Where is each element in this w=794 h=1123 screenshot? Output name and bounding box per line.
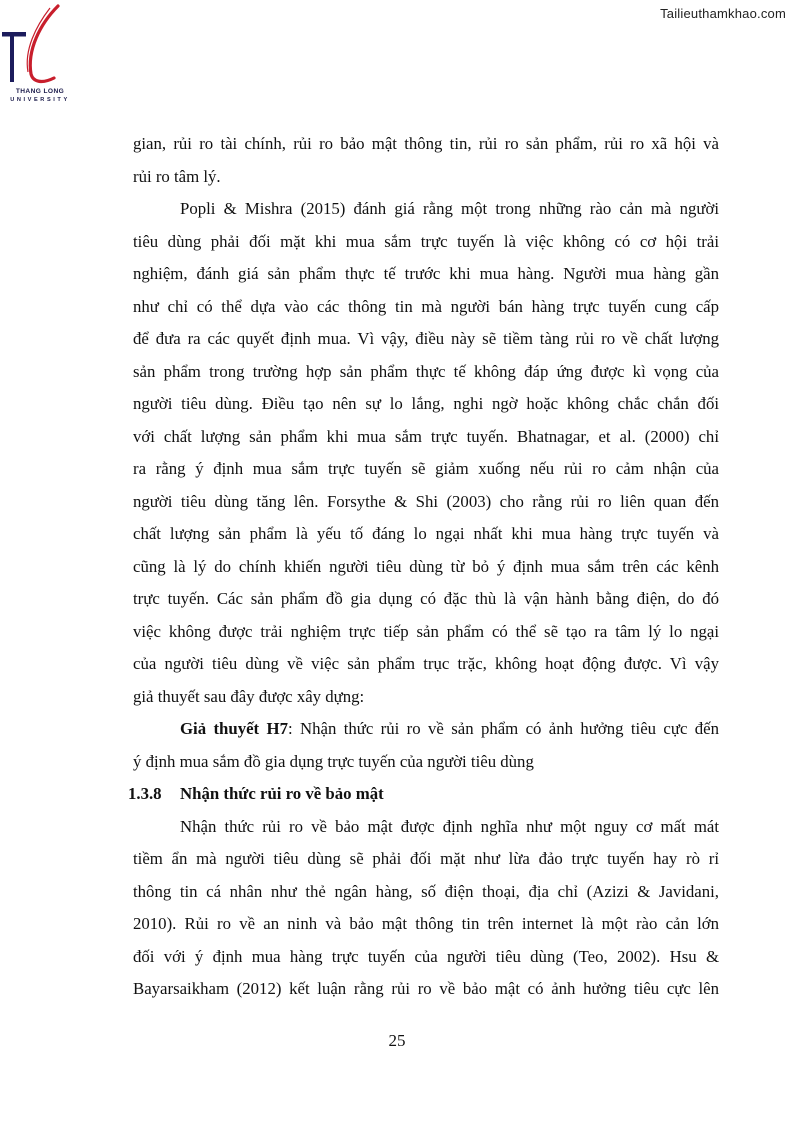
logo-text-line1: THANG LONG — [15, 88, 65, 95]
body-line: tiêu dùng phải đối mặt khi mua sắm trực tuyến là việc không có cơ hội trải — [133, 231, 719, 251]
body-line: Popli & Mishra (2015) đánh giá rằng một trong những rào cản mà người — [180, 199, 719, 218]
section-line: thông tin cá nhân như thẻ ngân hàng, số điện thoại, địa chỉ (Azizi & Javidani, — [133, 881, 719, 901]
body-line: như chỉ có thể dựa vào các thông tin mà người bán hàng trực tuyến cung cấp — [133, 296, 719, 316]
hypothesis-text: : Nhận thức rủi ro về sản phẩm có ảnh hưởng tiêu cực đến — [287, 719, 720, 738]
body-line: ra rằng ý định mua sắm trực tuyến sẽ giảm xuống nếu rủi ro cảm nhận của — [133, 459, 719, 478]
body-line: chất lượng sản phẩm là yếu tố đáng lo ngại nhất khi mua hàng trực tuyến và — [133, 524, 719, 543]
body-line: cũng là lý do chính khiến người tiêu dùng từ bỏ ý định mua sắm trên các kênh — [133, 556, 719, 576]
body-line: việc không được trải nghiệm trực tiếp sản phẩm có thể sẽ tạo ra tâm lý lo ngại — [133, 621, 719, 641]
body-line: để đưa ra các quyết định mua. Vì vậy, điều này sẽ tiềm tàng rủi ro về chất lượng — [133, 329, 719, 348]
logo-text-line2: UNIVERSITY — [10, 97, 70, 103]
hypothesis-line — [133, 713, 719, 746]
document-body — [128, 128, 720, 1006]
body-line: người tiêu dùng. Điều tạo nên sự lo lắng, nghi ngờ hoặc không chắc chắn đối — [133, 394, 719, 413]
section-line: đối với ý định mua hàng trực tuyến của người tiêu dùng (Teo, 2002). Hsu & — [133, 946, 719, 966]
section-line: Bayarsaikham (2012) kết luận rằng rủi ro về bảo mật có ảnh hưởng tiêu cực lên — [133, 979, 719, 998]
body-line: trực tuyến. Các sản phẩm đồ gia dụng có đặc thù là vận hành bằng điện, do đó — [133, 589, 719, 608]
thang-long-logo-icon — [0, 2, 80, 88]
section-line: Nhận thức rủi ro về bảo mật được định nghĩa như một nguy cơ mất mát — [180, 816, 719, 836]
section-heading — [128, 778, 714, 811]
body-line: người tiêu dùng tăng lên. Forsythe & Shi (2003) cho rằng rủi ro liên quan đến — [133, 491, 719, 511]
hypothesis-line: ý định mua sắm đồ gia dụng trực tuyến của người tiêu dùng — [133, 751, 534, 771]
university-logo — [0, 2, 80, 106]
body-line: với chất lượng sản phẩm khi mua sắm trực tuyến. Bhatnagar, et al. (2000) chỉ — [133, 426, 719, 446]
body-line: rủi ro tâm lý. — [133, 166, 221, 186]
section-title: Nhận thức rủi ro về bảo mật — [180, 784, 384, 803]
body-line: sản phẩm trong trường hợp sản phẩm thực tế không đáp ứng được kì vọng của — [133, 361, 719, 381]
body-line: giả thuyết sau đây được xây dựng: — [133, 686, 365, 706]
section-line: tiềm ẩn mà người tiêu dùng sẽ phải đối mặt như lừa đảo trực tuyến hay rò rỉ — [133, 849, 719, 868]
hypothesis-label: Giả thuyết H7 — [180, 719, 288, 738]
section-number: 1.3.8 — [128, 784, 162, 803]
body-line: của người tiêu dùng về việc sản phẩm trục trặc, không hoạt động được. Vì vậy — [133, 654, 719, 673]
page-number: 25 — [388, 1031, 406, 1050]
section-line: 2010). Rủi ro về an ninh và bảo mật thông tin trên internet là một rào cản lớn — [133, 914, 719, 933]
body-line: nghiệm, đánh giá sản phẩm thực tế trước khi mua hàng. Người mua hàng gần — [133, 264, 719, 283]
body-line: gian, rủi ro tài chính, rủi ro bảo mật thông tin, rủi ro sản phẩm, rủi ro xã hội và — [133, 134, 719, 153]
watermark-text: Tailieuthamkhao.com — [660, 6, 786, 21]
